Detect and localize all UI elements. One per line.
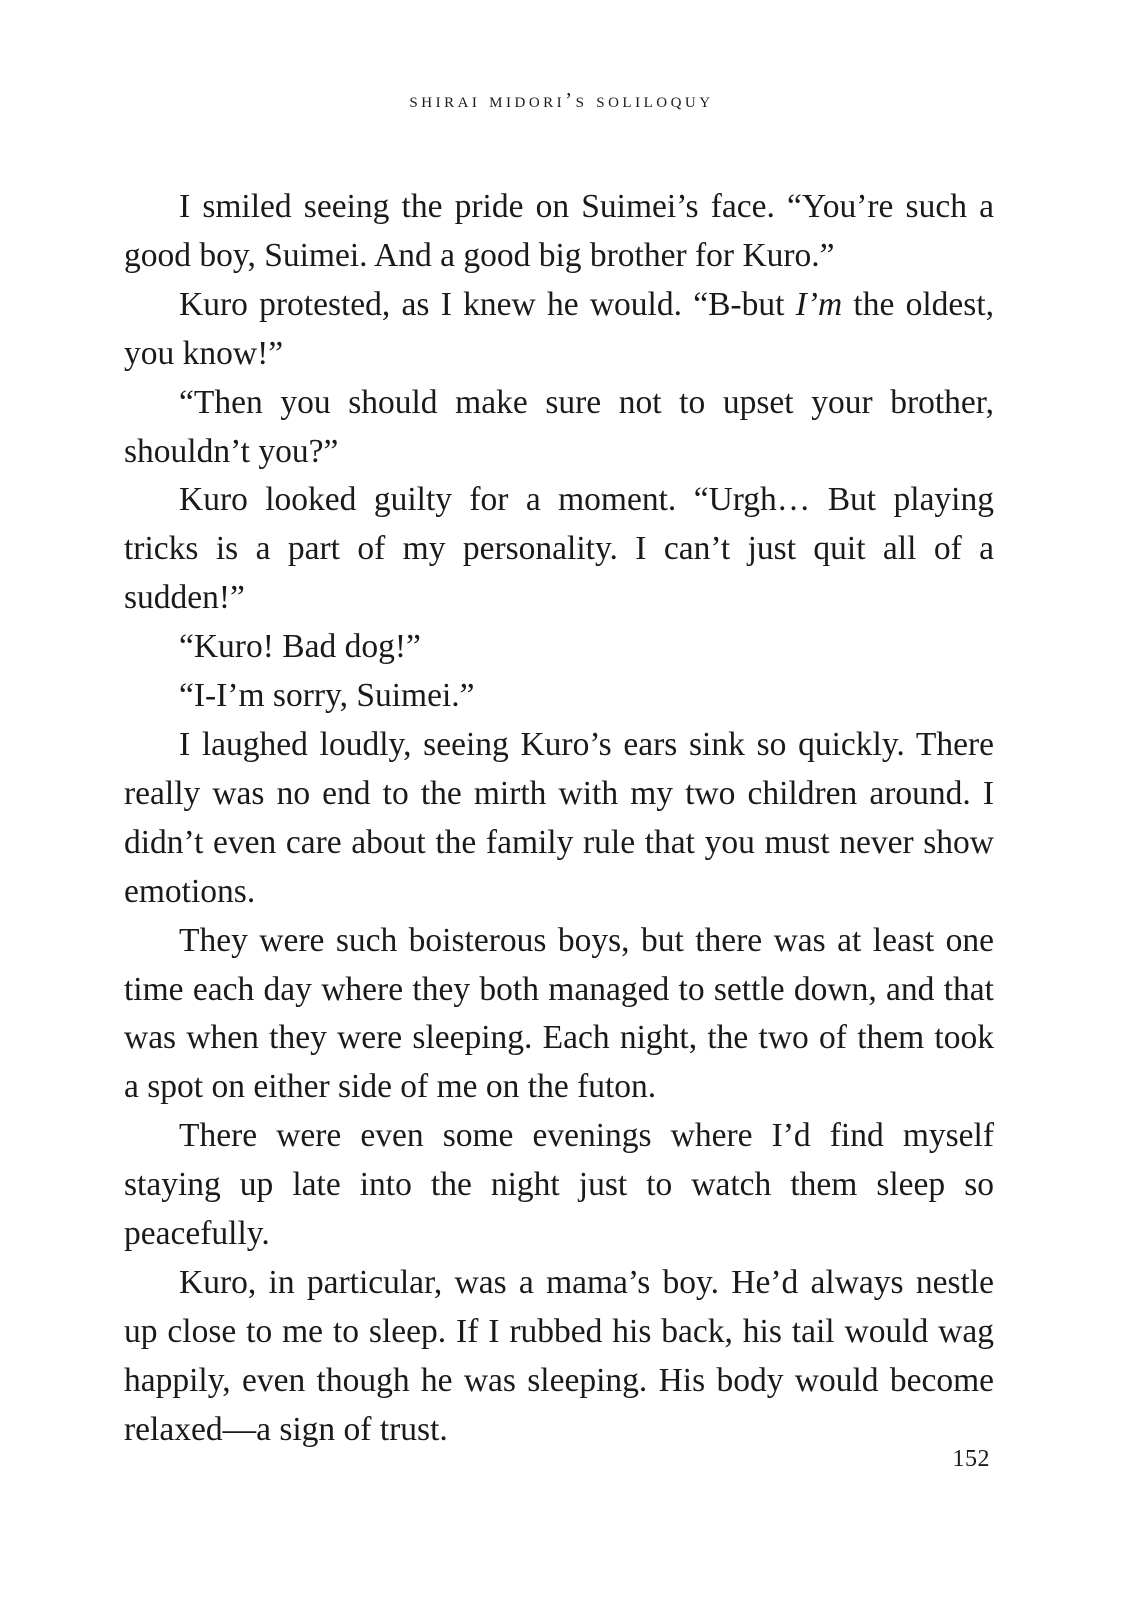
paragraph: They were such boisterous boys, but there was at least one time each day where they both managed to settle down, and that was when they were sleeping. Each night, the two of them took a spot on either side of me on the futon. — [124, 921, 994, 1106]
paragraph: Kuro looked guilty for a moment. “Urgh… But playing tricks is a part of my personality. I can’t just quit all of a sudden!” — [124, 481, 994, 617]
paragraph: Kuro protested, as I knew he would. “B-but I’m the oldest, you know!” — [124, 285, 994, 372]
paragraph: “Then you should make sure not to upset your brother, shouldn’t you?” — [124, 383, 994, 470]
paragraph: I smiled seeing the pride on Suimei’s face. “You’re such a good boy, Suimei. And a good big brother for Kuro.” — [124, 188, 994, 274]
emphasis-text: I’m — [795, 285, 843, 323]
paragraph: Kuro, in particular, was a mama’s boy. He’d always nestle up close to me to sleep. If I rubbed his back, his tail would wag happily, even though he was sleeping. His body would become relaxed—a sign of trust. — [124, 1263, 994, 1448]
paragraph: I laughed loudly, seeing Kuro’s ears sink so quickly. There really was no end to the mirth with my two children around. I didn’t even care about the family rule that you must never show emotions. — [124, 725, 994, 910]
body-text — [124, 183, 994, 1455]
paragraph: “Kuro! Bad dog!” — [179, 628, 421, 666]
page-number: 152 — [952, 1446, 990, 1472]
running-head: shirai midori’s soliloquy — [409, 88, 714, 112]
paragraph: There were even some evenings where I’d find myself staying up late into the night just to watch them sleep so peacefully. — [124, 1117, 994, 1253]
paragraph: “I-I’m sorry, Suimei.” — [179, 677, 475, 715]
